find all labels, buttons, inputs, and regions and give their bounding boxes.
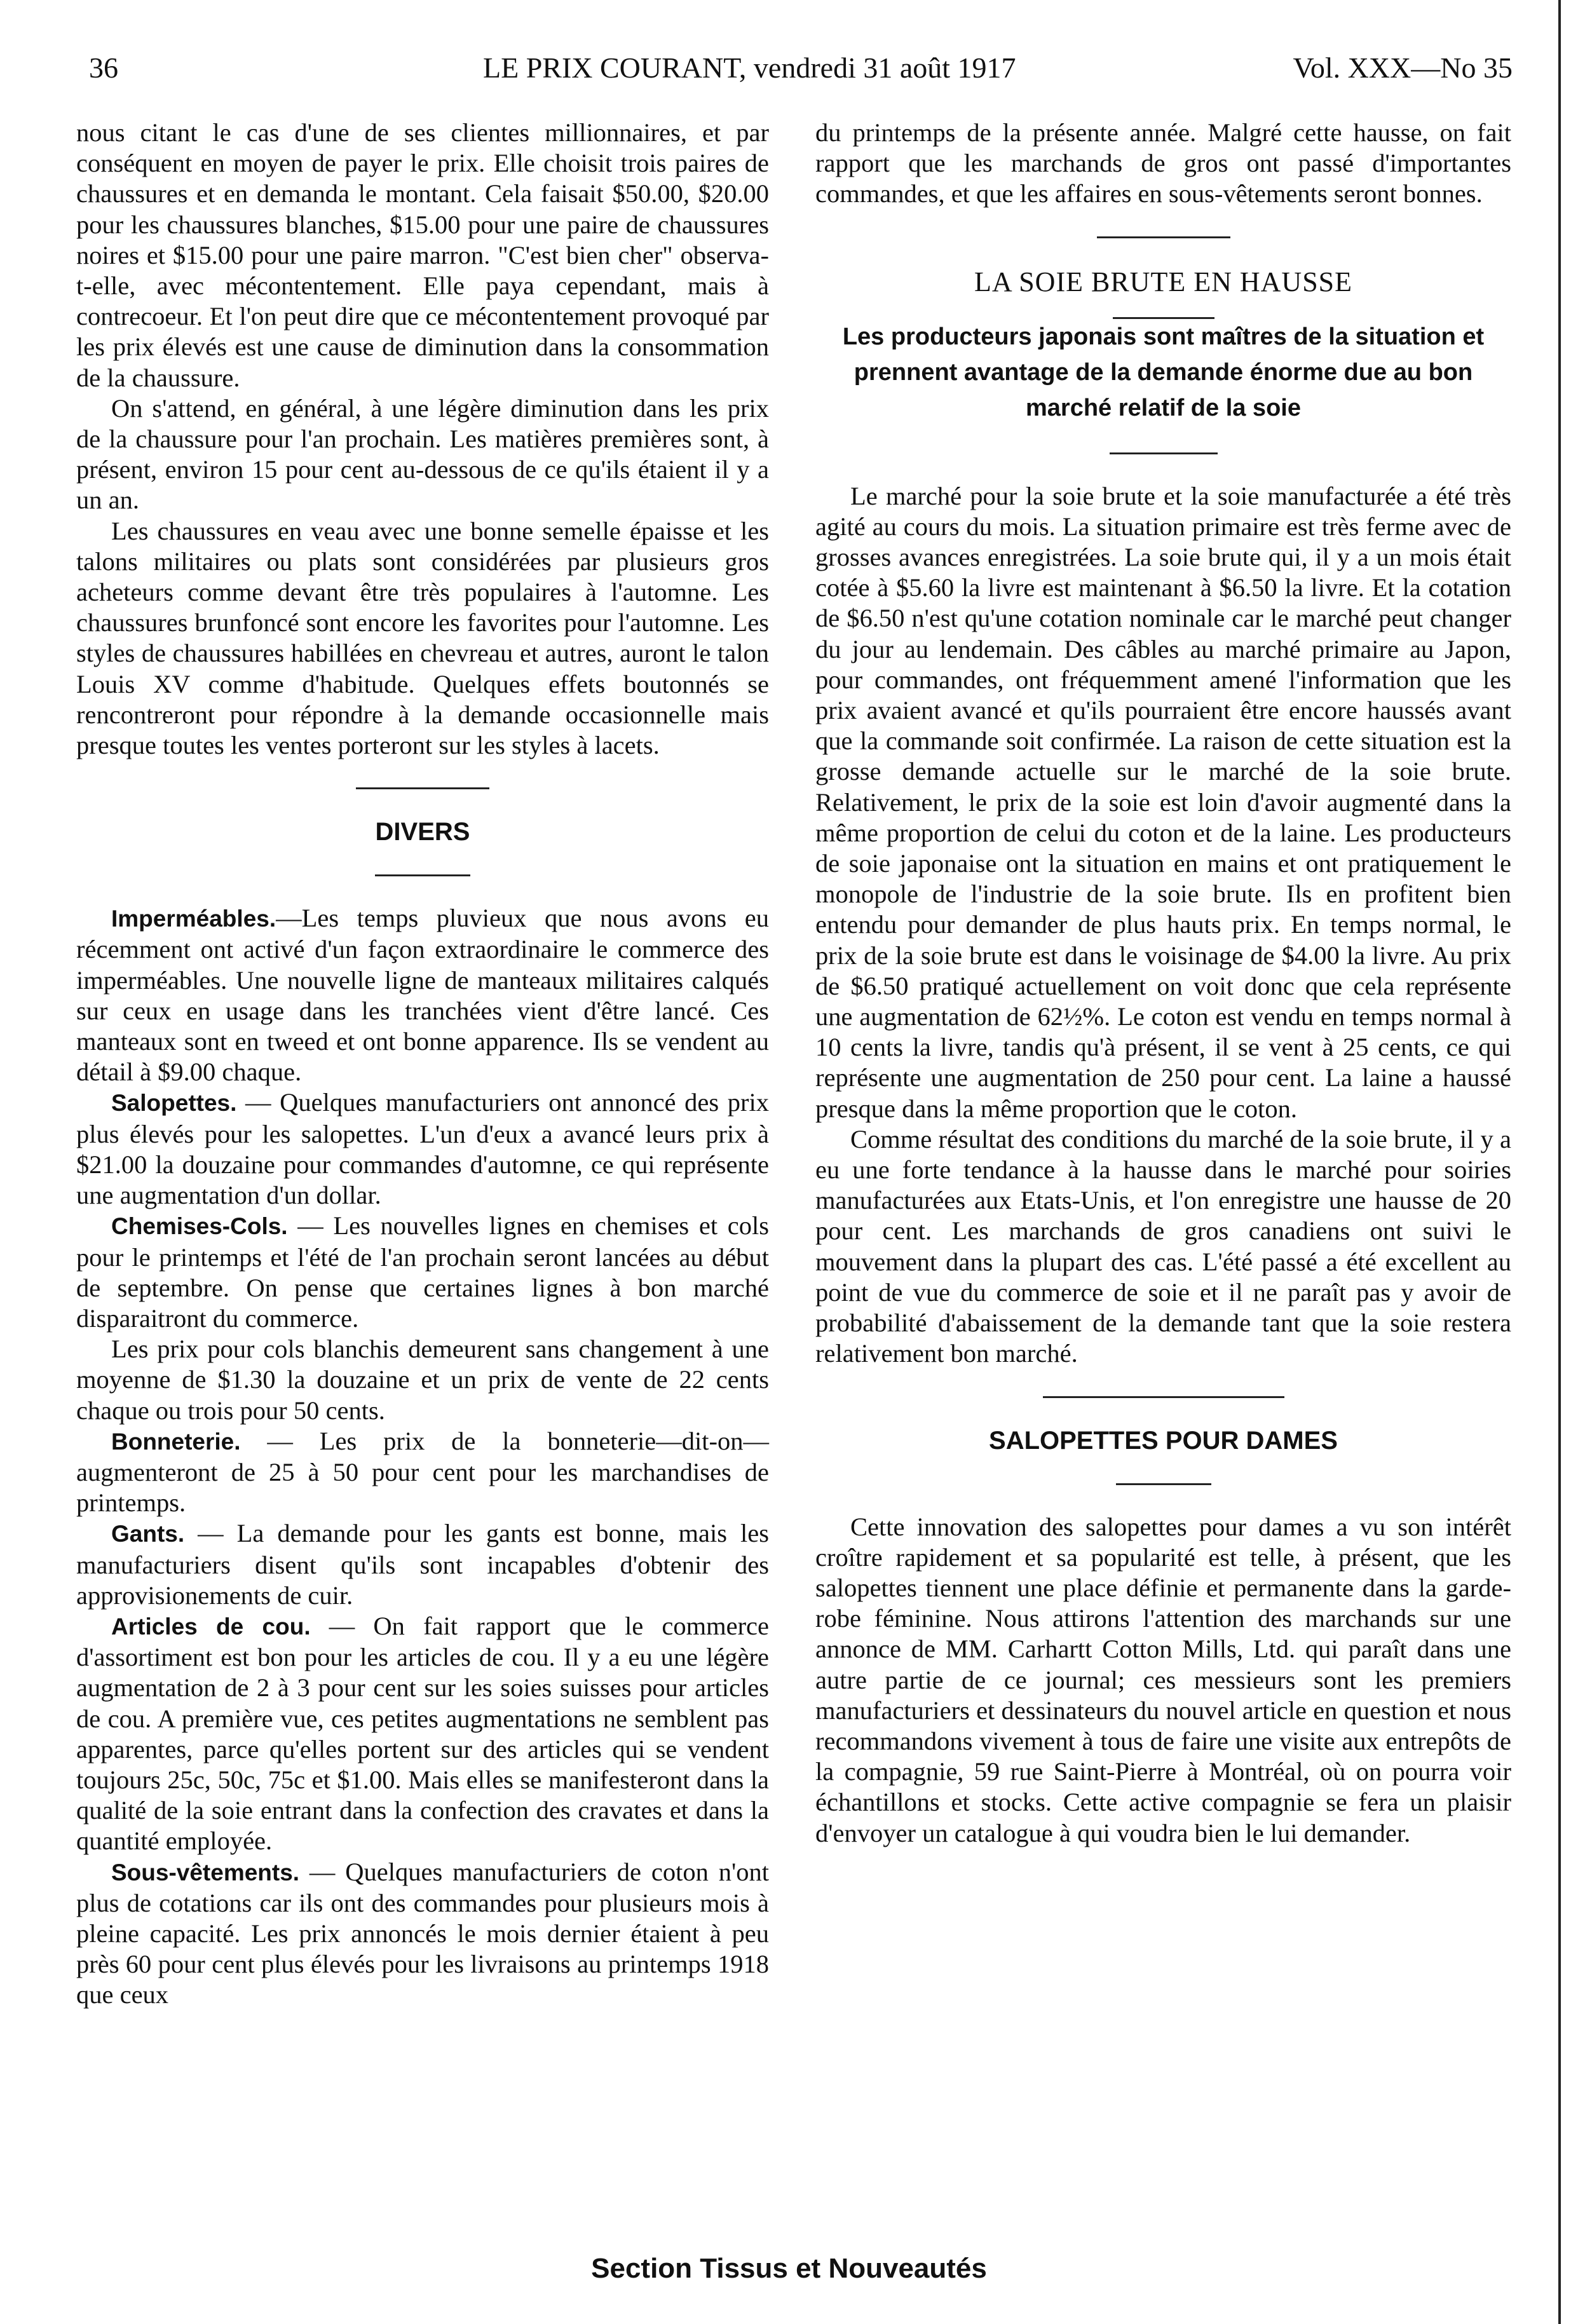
gants-text: — La demande pour les gants est bonne, mais les manufacturiers disent qu'ils sont incapables d'obtenir des approvisionements de cuir. <box>76 1519 769 1610</box>
page-edge-rule <box>1558 0 1561 2324</box>
page-number: 36 <box>89 51 118 84</box>
salopettes-text: — Quelques manufacturiers ont annoncé des prix plus élevés pour les salopettes. L'un d'eux a avancé leurs prix à $21.00 la douzaine pour commandes d'automne, ce qui représente une augmentation d'un dollar. <box>76 1088 769 1210</box>
bonneterie-text: — Les prix de la bonneterie—dit-on— augmenteront de 25 à 50 pour cent pour les marchandises de printemps. <box>76 1426 769 1518</box>
salopettes-lead: Salopettes. <box>111 1090 237 1117</box>
chemises-item <box>76 1211 769 1334</box>
soie-paragraph-2: Comme résultat des conditions du marché de la soie brute, il y a eu une forte tendance à la hausse dans le marché pour soiries manufacturées aux Etats-Unis, et l'on enregistre une hausse de 20 pour cent. Les marchands de gros canadiens ont suivi le mouvement dans la plupart des cas. L'été passé a été excellent au point de vue du commerce de soie et il ne paraît pas y avoir de probabilité d'abaissement de la demande tant que la soie restera relativement bon marché. <box>815 1124 1511 1368</box>
chemises-text: — Les nouvelles lignes en chemises et cols pour le printemps et l'été de l'an prochain seront lancées au début de septembre. On pense que certaines lignes à bon marché disparaitront du commerce. <box>76 1211 769 1333</box>
articles-lead: Articles de cou. <box>111 1613 311 1640</box>
chemises-lead: Chemises-Cols. <box>111 1213 288 1240</box>
soie-subtitle: Les producteurs japonais sont maîtres de la situation et prennent avantage de la demande énorme due au bon marché relatif de la soie <box>842 323 1485 421</box>
gants-item <box>76 1518 769 1611</box>
left-column <box>76 118 769 2011</box>
newspaper-title: LE PRIX COURANT, vendredi 31 août 1917 <box>483 51 1016 84</box>
page-footer: Section Tissus et Nouveautés <box>591 2253 987 2284</box>
impermeables-lead: Imperméables. <box>111 906 276 932</box>
sousvetements-lead: Sous-vêtements. <box>111 1859 300 1886</box>
shoes-paragraph-3: Les chaussures en veau avec une bonne semelle épaisse et les talons militaires ou plats sont considérées par plusieurs gros acheteurs comme devant être très populaires à l'automne. Les chaussures brunfoncé sont encore les favorites pour l'automne. Les styles de chaussures habillées en chevreau et autres, auront le talon Louis XV comme d'habitude. Quelques effets boutonnés se rencontreront pour répondre à la demande occasionnelle mais presque toutes les ventes porteront sur les styles à lacets. <box>76 516 769 760</box>
section-divider <box>1110 452 1218 454</box>
divers-heading: DIVERS <box>375 818 470 846</box>
right-column <box>815 118 1511 1849</box>
articles-text: — On fait rapport que le commerce d'assortiment est bon pour les articles de cou. Il y a eu une légère augmentation de 2 à 3 pour cent sur les soies suisses pour articles de cou. A première vue, ces petites augmentations ne semblent pas apparentes, parce qu'elles portent sur des articles qui se vendent toujours 25c, 50c, 75c et $1.00. Mais elles se manifesteront dans la qualité de la soie entrant dans la confection des cravates et dans la quantité employée. <box>76 1611 770 1856</box>
shoes-paragraph-2: On s'attend, en général, à une légère diminution dans les prix de la chaussure pour l'an prochain. Les matières premières sont, à présent, environ 15 pour cent au-dessous de ce qu'ils étaient il y a un an. <box>76 393 769 515</box>
bonneterie-item <box>76 1426 769 1519</box>
page-header <box>76 44 1513 102</box>
section-divider <box>356 787 489 789</box>
section-divider <box>1097 236 1230 238</box>
section-divider <box>375 874 470 876</box>
shoes-paragraph-1: nous citant le cas d'une de ses clientes millionnaires, et par conséquent en moyen de payer le prix. Elle choisit trois paires de chaussures et en demanda le montant. Cela faisait $50.00, $20.00 pour les chaussures blanches, $15.00 pour une paire de chaussures noires et $15.00 pour une paire marron. "C'est bien cher" observa-t-elle, avec mécontentement. Elle paya cependant, mais à contrecoeur. Et l'on peut dire que ce mécontentement provoqué par les prix élevés est une cause de diminution dans la consommation de la chaussure. <box>76 118 769 392</box>
section-divider <box>1043 1396 1284 1398</box>
sousvetements-continued: du printemps de la présente année. Malgré cette hausse, on fait rapport que les marchands de gros ont passé d'importantes commandes, et que les affaires en sous-vêtements seront bonnes. <box>815 118 1511 208</box>
sousvetements-text: — Quelques manufacturiers de coton n'ont plus de cotations car ils ont des commandes pour plusieurs mois à pleine capacité. Les prix annoncés le mois dernier étaient à peu près 60 pour cent plus élevés pour les livraisons au printemps 1918 que ceux <box>76 1857 769 2009</box>
articles-item <box>76 1611 769 1857</box>
sousvetements-item <box>76 1857 769 2011</box>
salopettes-dames-heading: SALOPETTES POUR DAMES <box>989 1426 1338 1455</box>
salopettes-dames-paragraph: Cette innovation des salopettes pour dames a vu son intérêt croître rapidement et sa popularité est telle, à présent, que les salopettes tiennent une place définie et permanente dans la garde-robe féminine. Nous attirons l'attention des marchands sur une annonce de MM. Carhartt Cotton Mills, Ltd. qui paraît dans une autre partie de ce journal; ces messieurs sont les premiers manufacturiers et dessinateurs du nouvel article en question et nous recommandons vivement à tous de faire une visite aux entrepôts de la compagnie, 59 rue Saint-Pierre à Montréal, où on pourra voir échantillons et stocks. Cette active compagnie se fera un plaisir d'envoyer un catalogue à qui voudra bien le lui demander. <box>815 1512 1511 1847</box>
impermeables-item <box>76 903 769 1087</box>
soie-paragraph-1: Le marché pour la soie brute et la soie manufacturée a été très agité au cours du mois. La situation primaire est très ferme avec de grosses avances enregistrées. La soie brute qui, il y a un mois était cotée à $5.60 la livre est maintenant à $6.50 la livre. Et la cotation de $6.50 n'est qu'une cotation nominale car le marché peut changer du jour au lendemain. Des câbles au marché primaire au Japon, pour commandes, ont fréquemment amené l'information que les prix avaient avancé et qu'ils pourraient être encore haussés avant que la commande soit confirmée. La raison de cette situation est la grosse demande actuelle sur le marché de la soie brute. Relativement, le prix de la soie est loin d'avoir augmenté dans la même proportion de celui du coton et de la laine. Les producteurs de soie japonaise ont la situation en mains et ont pratiquement le monopole de l'industrie de la soie brute. Ils en profitent bien entendu pour demander de plus hauts prix. En temps normal, le prix de la soie brute est dans le voisinage de $4.00 la livre. Au prix de $6.50 pratiqué actuellement on voit donc que cela représente une augmentation de 62½%. Le coton est vendu en temps normal à 10 cents la livre, tandis qu'à présent, il se vent à 25 cents, ce qui représente une augmentation de 250 pour cent. La laine a haussé presque dans la même proportion que le coton. <box>815 481 1511 1123</box>
salopettes-item <box>76 1087 769 1211</box>
volume-number: Vol. XXX—No 35 <box>1293 51 1513 84</box>
impermeables-text: —Les temps pluvieux que nous avons eu récemment ont activé d'un façon extraordinaire le commerce des imperméables. Une nouvelle ligne de manteaux militaires calqués sur ceux en usage dans les tranchées vient d'être lancé. Ces manteaux sont en tweed et ont bonne apparence. Ils se vendent au détail à $9.00 chaque. <box>76 904 769 1087</box>
bonneterie-lead: Bonneterie. <box>111 1428 241 1455</box>
soie-heading: LA SOIE BRUTE EN HAUSSE <box>974 266 1353 297</box>
chemises-paragraph-2: Les prix pour cols blanchis demeurent sans changement à une moyenne de $1.30 la douzaine et un prix de vente de 22 cents chaque ou trois pour 50 cents. <box>76 1335 769 1425</box>
section-divider <box>1116 1483 1211 1485</box>
gants-lead: Gants. <box>111 1521 185 1547</box>
